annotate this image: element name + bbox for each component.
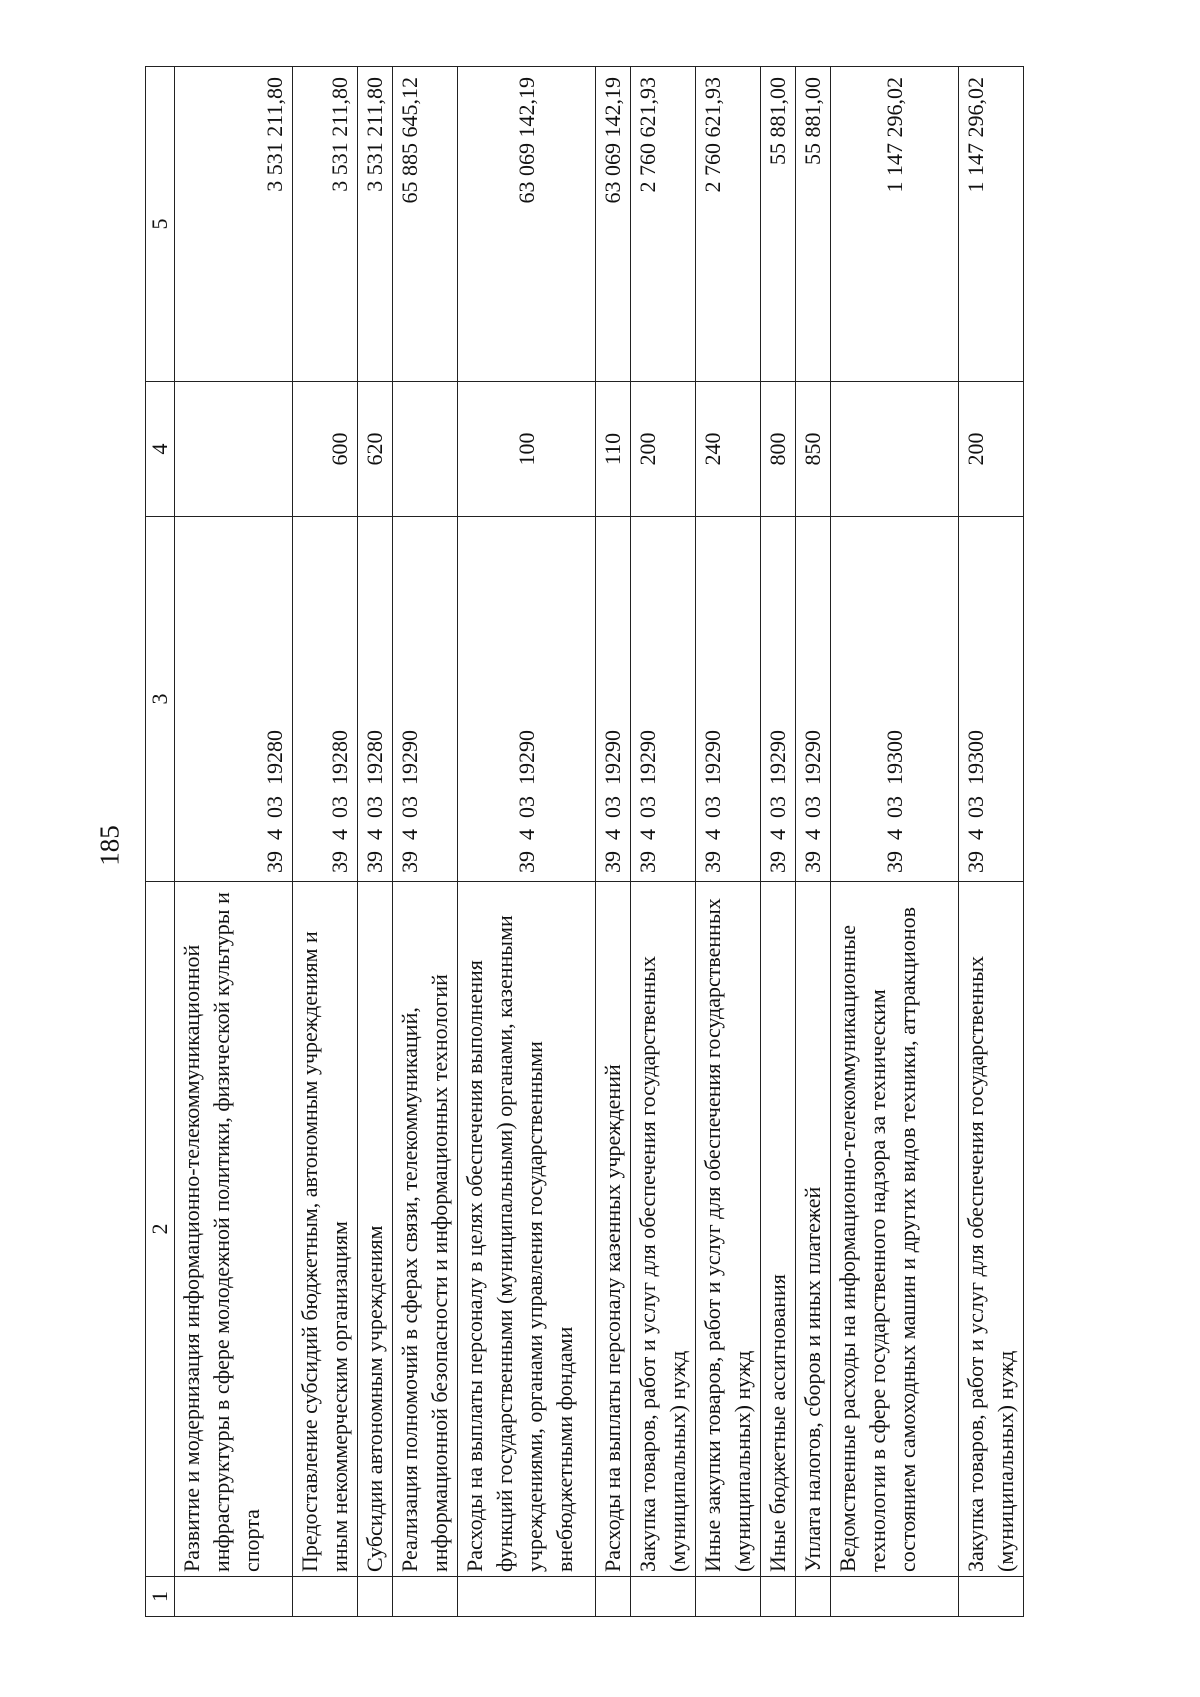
cell-name: Предоставление субсидий бюджетным, автономным учреждениям и иным некоммерческим организациям [293, 882, 358, 1577]
cell-code: 39 4 03 19290 [393, 517, 458, 882]
table-row [175, 67, 293, 1617]
cell-vr [831, 382, 959, 517]
table-row [796, 67, 831, 1617]
cell-vr: 110 [596, 382, 631, 517]
table-row [458, 67, 596, 1617]
table-row [959, 67, 1024, 1617]
cell-num [831, 1577, 959, 1617]
table-row [631, 67, 696, 1617]
cell-name: Уплата налогов, сборов и иных платежей [796, 882, 831, 1577]
cell-code: 39 4 03 19280 [175, 517, 293, 882]
table-row [761, 67, 796, 1617]
cell-num [293, 1577, 358, 1617]
cell-sum: 3 531 211,80 [293, 67, 358, 382]
cell-vr: 850 [796, 382, 831, 517]
cell-vr: 100 [458, 382, 596, 517]
cell-num [596, 1577, 631, 1617]
cell-code: 39 4 03 19290 [761, 517, 796, 882]
cell-num [175, 1577, 293, 1617]
cell-num [631, 1577, 696, 1617]
header-col-1: 1 [146, 1577, 175, 1617]
table-row [293, 67, 358, 1617]
page-number: 185 [94, 825, 125, 866]
cell-code: 39 4 03 19300 [831, 517, 959, 882]
cell-vr: 240 [696, 382, 761, 517]
header-col-4: 4 [146, 382, 175, 517]
cell-vr: 620 [358, 382, 393, 517]
budget-table [145, 66, 1024, 1617]
cell-code: 39 4 03 19280 [293, 517, 358, 882]
table-row [696, 67, 761, 1617]
table-row [393, 67, 458, 1617]
cell-num [761, 1577, 796, 1617]
cell-sum: 55 881,00 [796, 67, 831, 382]
cell-name: Закупка товаров, работ и услуг для обеспечения государственных (муниципальных) нужд [959, 882, 1024, 1577]
cell-code: 39 4 03 19290 [796, 517, 831, 882]
document-page [145, 67, 1185, 1617]
table-row [596, 67, 631, 1617]
cell-vr: 200 [631, 382, 696, 517]
cell-sum: 63 069 142,19 [596, 67, 631, 382]
cell-sum: 2 760 621,93 [696, 67, 761, 382]
cell-num [959, 1577, 1024, 1617]
cell-sum: 3 531 211,80 [358, 67, 393, 382]
header-col-5: 5 [146, 67, 175, 382]
cell-code: 39 4 03 19280 [358, 517, 393, 882]
cell-sum: 1 147 296,02 [831, 67, 959, 382]
cell-name: Развитие и модернизация информационно-телекоммуникационной инфраструктуры в сфере молодежной политики, физической культуры и спорта [175, 882, 293, 1577]
cell-sum: 2 760 621,93 [631, 67, 696, 382]
cell-name: Расходы на выплаты персоналу в целях обеспечения выполнения функций государственными (муниципальными) органами, казенными учреждениями, органами управления государственными внебюджетными фондами [458, 882, 596, 1577]
cell-name: Расходы на выплаты персоналу казенных учреждений [596, 882, 631, 1577]
cell-name: Закупка товаров, работ и услуг для обеспечения государственных (муниципальных) нужд [631, 882, 696, 1577]
cell-num [458, 1577, 596, 1617]
cell-code: 39 4 03 19290 [631, 517, 696, 882]
cell-num [393, 1577, 458, 1617]
cell-sum: 63 069 142,19 [458, 67, 596, 382]
table-header-row [146, 67, 175, 1617]
cell-num [358, 1577, 393, 1617]
cell-name: Иные закупки товаров, работ и услуг для обеспечения государственных (муниципальных) нужд [696, 882, 761, 1577]
cell-vr [393, 382, 458, 517]
cell-sum: 55 881,00 [761, 67, 796, 382]
cell-name: Реализация полномочий в сферах связи, телекоммуникаций, информационной безопасности и информационных технологий [393, 882, 458, 1577]
table-row [831, 67, 959, 1617]
cell-num [696, 1577, 761, 1617]
cell-code: 39 4 03 19290 [696, 517, 761, 882]
cell-sum: 1 147 296,02 [959, 67, 1024, 382]
header-col-2: 2 [146, 882, 175, 1577]
cell-vr: 600 [293, 382, 358, 517]
cell-code: 39 4 03 19290 [596, 517, 631, 882]
cell-num [796, 1577, 831, 1617]
cell-name: Иные бюджетные ассигнования [761, 882, 796, 1577]
cell-name: Ведомственные расходы на информационно-телекоммуникационные технологии в сфере государственного надзора за техническим состоянием самоходных машин и других видов техники, аттракционов [831, 882, 959, 1577]
cell-sum: 65 885 645,12 [393, 67, 458, 382]
cell-vr: 800 [761, 382, 796, 517]
cell-code: 39 4 03 19290 [458, 517, 596, 882]
cell-code: 39 4 03 19300 [959, 517, 1024, 882]
cell-name: Субсидии автономным учреждениям [358, 882, 393, 1577]
header-col-3: 3 [146, 517, 175, 882]
cell-vr [175, 382, 293, 517]
table-row [358, 67, 393, 1617]
cell-vr: 200 [959, 382, 1024, 517]
cell-sum: 3 531 211,80 [175, 67, 293, 382]
